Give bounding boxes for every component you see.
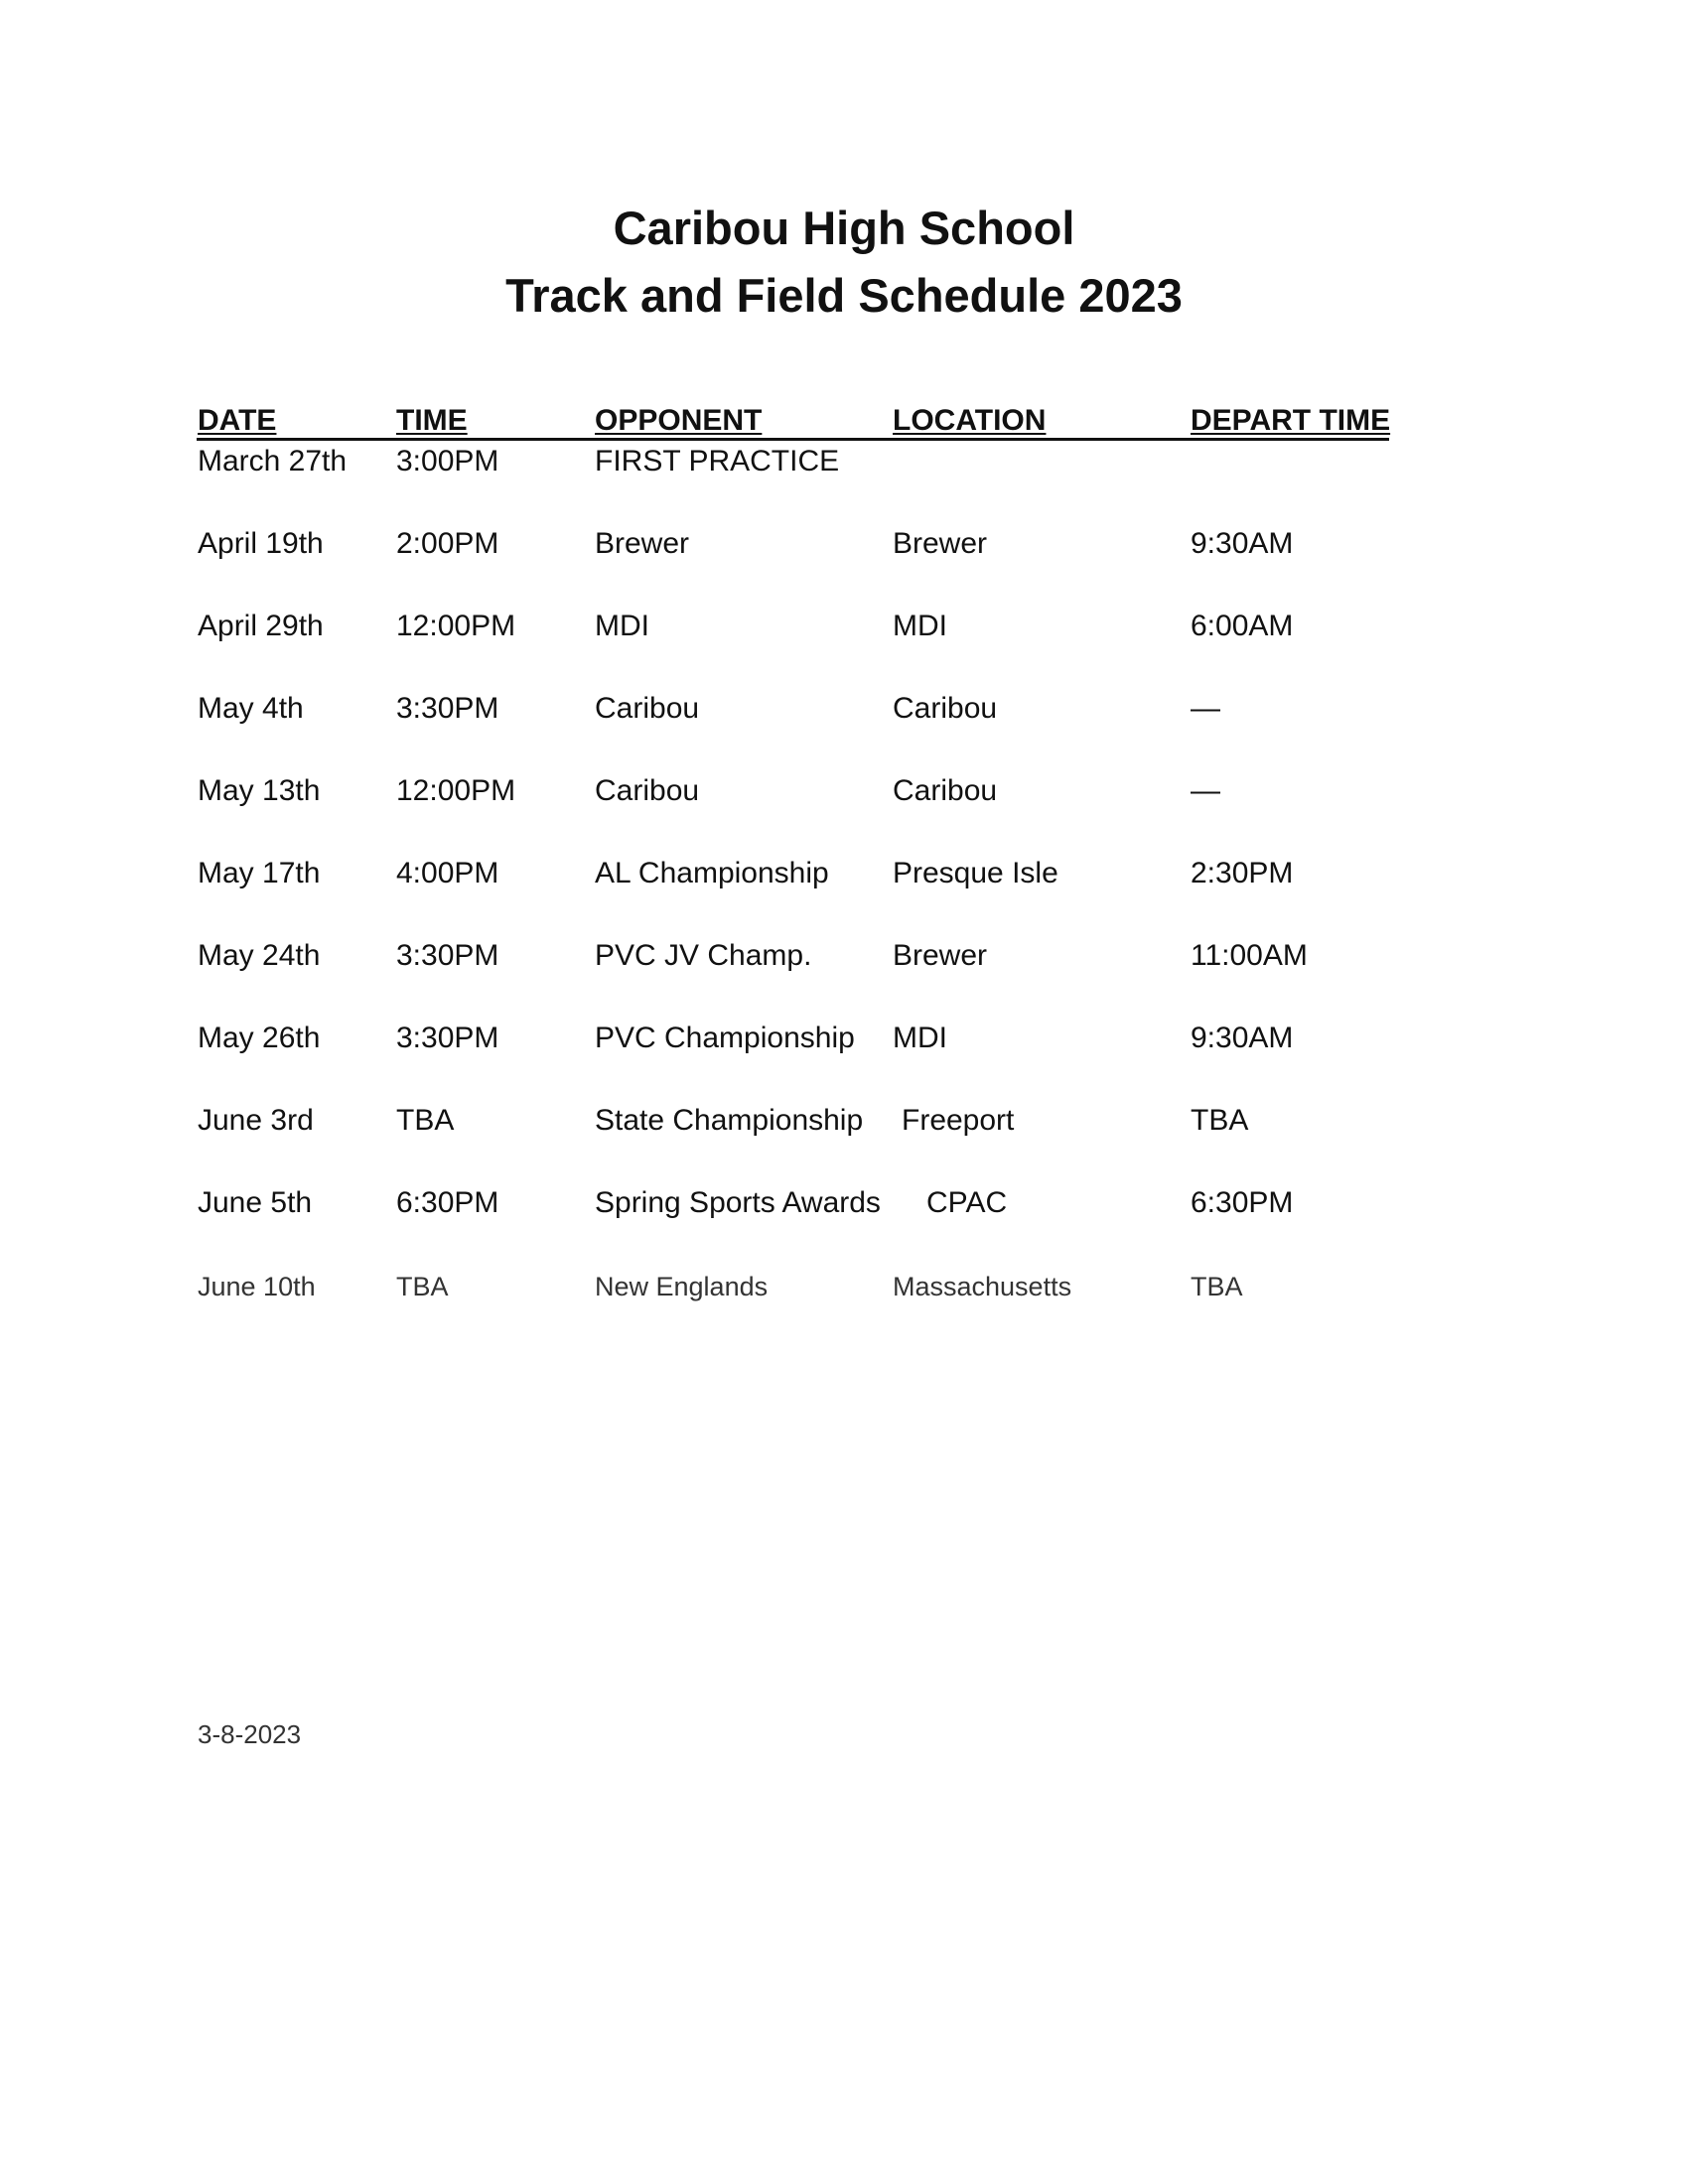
cell-date: June 10th	[198, 1272, 316, 1301]
table-row	[0, 444, 1688, 483]
cell-opponent: PVC Championship	[595, 1022, 855, 1054]
table-row	[0, 1021, 1688, 1060]
cell-opponent: Caribou	[595, 774, 700, 807]
cell-time: 6:30PM	[396, 1186, 499, 1219]
cell-time: 2:00PM	[396, 527, 499, 560]
cell-depart-time: TBA	[1191, 1272, 1243, 1301]
table-row	[0, 1103, 1688, 1143]
table-row	[0, 609, 1688, 648]
header-date: DATE	[198, 404, 277, 437]
cell-location: Freeport	[902, 1104, 1015, 1137]
cell-date: June 5th	[198, 1186, 313, 1219]
cell-time: 3:00PM	[396, 445, 499, 478]
header-location: LOCATION	[893, 404, 1047, 437]
cell-location: Caribou	[893, 692, 998, 725]
cell-opponent: MDI	[595, 610, 649, 642]
table-row	[0, 773, 1688, 813]
cell-time: 12:00PM	[396, 610, 516, 642]
cell-depart-time: 6:00AM	[1191, 610, 1294, 642]
table-row	[0, 1185, 1688, 1225]
revision-date: 3-8-2023	[198, 1719, 302, 1749]
table-row	[0, 856, 1688, 895]
cell-time: 3:30PM	[396, 1022, 499, 1054]
cell-depart-time: 11:00AM	[1191, 939, 1308, 972]
cell-date: June 3rd	[198, 1104, 314, 1137]
cell-time: 3:30PM	[396, 692, 499, 725]
cell-opponent: FIRST PRACTICE	[595, 445, 840, 478]
table-header	[197, 406, 1389, 441]
cell-time: 3:30PM	[396, 939, 499, 972]
cell-depart-time: TBA	[1191, 1104, 1249, 1137]
cell-location: MDI	[893, 610, 947, 642]
cell-opponent: Brewer	[595, 527, 690, 560]
table-row	[0, 1269, 1688, 1308]
cell-date: May 4th	[198, 692, 304, 725]
cell-location: Presque Isle	[893, 857, 1058, 889]
cell-depart-time: 9:30AM	[1191, 1022, 1294, 1054]
cell-location: MDI	[893, 1022, 947, 1054]
header-opponent: OPPONENT	[595, 404, 763, 437]
cell-time: 12:00PM	[396, 774, 516, 807]
cell-location: Massachusetts	[893, 1272, 1072, 1301]
document-subtitle: Track and Field Schedule 2023	[505, 269, 1183, 322]
cell-location: Caribou	[893, 774, 998, 807]
cell-depart-time: 6:30PM	[1191, 1186, 1294, 1219]
document-title: Caribou High School	[613, 202, 1075, 254]
cell-opponent: New Englands	[595, 1272, 769, 1301]
cell-location: CPAC	[926, 1186, 1008, 1219]
cell-date: March 27th	[198, 445, 348, 478]
cell-opponent: Spring Sports Awards	[595, 1186, 881, 1219]
cell-depart-time: 2:30PM	[1191, 857, 1294, 889]
cell-date: April 29th	[198, 610, 324, 642]
cell-date: May 13th	[198, 774, 321, 807]
cell-date: May 24th	[198, 939, 321, 972]
cell-depart-time: —	[1191, 692, 1220, 725]
cell-time: 4:00PM	[396, 857, 499, 889]
table-row	[0, 691, 1688, 731]
cell-date: May 17th	[198, 857, 321, 889]
cell-opponent: Caribou	[595, 692, 700, 725]
cell-opponent: State Championship	[595, 1104, 864, 1137]
header-depart-time: DEPART TIME	[1191, 404, 1391, 437]
cell-opponent: PVC JV Champ.	[595, 939, 812, 972]
table-row	[0, 938, 1688, 978]
table-row	[0, 526, 1688, 566]
cell-opponent: AL Championship	[595, 857, 829, 889]
cell-date: April 19th	[198, 527, 324, 560]
cell-date: May 26th	[198, 1022, 321, 1054]
cell-location: Brewer	[893, 939, 988, 972]
cell-depart-time: —	[1191, 774, 1220, 807]
header-time: TIME	[396, 404, 468, 437]
cell-depart-time: 9:30AM	[1191, 527, 1294, 560]
cell-time: TBA	[396, 1104, 455, 1137]
cell-location: Brewer	[893, 527, 988, 560]
cell-time: TBA	[396, 1272, 449, 1301]
